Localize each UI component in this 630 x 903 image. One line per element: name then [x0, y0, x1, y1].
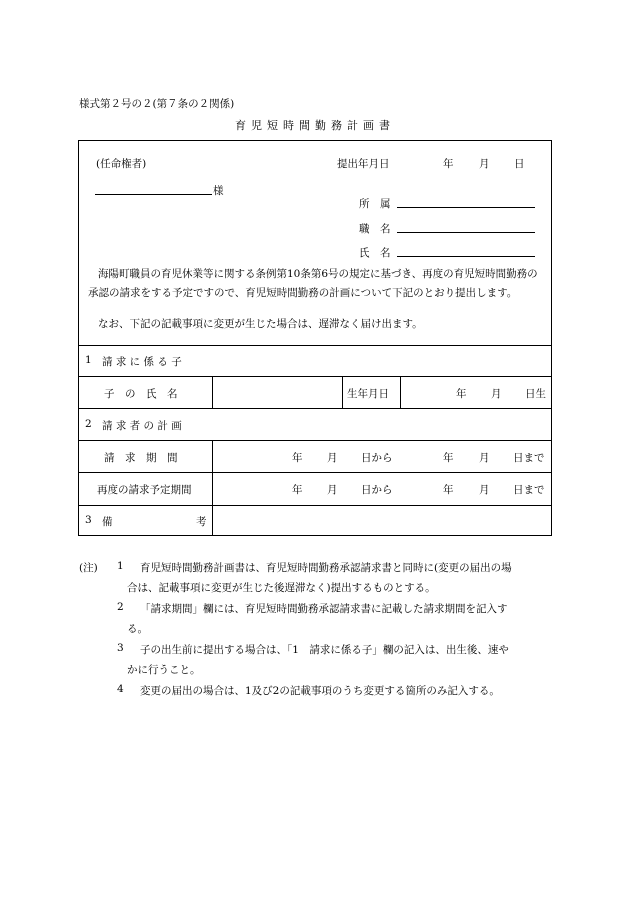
period-start-year: 年	[292, 452, 303, 464]
name-field[interactable]	[397, 246, 535, 260]
section2-number: 2	[85, 418, 92, 430]
note-4-line1: 変更の届出の場合は、1及び2の記載事項のうち変更する箇所のみ記入する。	[140, 685, 500, 697]
note-2-line2: る。	[127, 623, 148, 635]
submit-day: 日	[514, 158, 525, 170]
document-title: 育児短時間勤務計画書	[235, 119, 395, 132]
note-4-number: 4	[117, 683, 124, 695]
divider-section2	[78, 408, 552, 409]
col-divider-birth-right	[400, 376, 401, 408]
notes-prefix: (注)	[79, 562, 98, 574]
section1-title: 請 求 に 係 る 子	[102, 356, 182, 368]
note-3-line2: かに行うこと。	[127, 664, 201, 676]
period-start-month: 月	[327, 452, 338, 464]
note-3-line1: 子の出生前に提出する場合は、「1 請求に係る子」欄の記入は、出生後、速や	[140, 644, 509, 656]
position-label: 職 名	[359, 223, 391, 235]
note-1-line1: 育児短時間勤務計画書は、育児短時間勤務承認請求書と同時に(変更の届出の場	[140, 562, 512, 574]
affiliation-label: 所 属	[359, 198, 391, 210]
body-paragraph-1: 海陽町職員の育児休業等に関する条例第10条第6号の規定に基づき、再度の育児短時間勤務の承認の請求をする予定ですので、育児短時間勤務の計画について下記のとおり提出します。	[88, 268, 538, 299]
reissue-start-month: 月	[327, 484, 338, 496]
child-name-label: 子 の 氏 名	[104, 388, 178, 400]
appointer-name-field[interactable]	[95, 184, 212, 198]
child-name-field[interactable]	[214, 377, 341, 407]
note-2-line1: 「請求期間」欄には、育児短時間勤務承認請求書に記載した請求期間を記入す	[140, 603, 508, 615]
col-divider-birth-left	[342, 376, 343, 408]
sama-label: 様	[213, 185, 224, 197]
submit-year: 年	[443, 158, 454, 170]
period-end-month: 月	[479, 452, 490, 464]
form-number-label: 様式第２号の２(第７条の２関係)	[79, 98, 235, 110]
remarks-label-b: 考	[196, 516, 207, 528]
reissue-end-month: 月	[479, 484, 490, 496]
birth-year: 年	[456, 388, 467, 400]
submit-date-label: 提出年月日	[337, 158, 390, 170]
remarks-field[interactable]	[214, 506, 550, 534]
submit-month: 月	[479, 158, 490, 170]
birthdate-label: 生年月日	[347, 388, 389, 400]
request-period-label: 請 求 期 間	[104, 452, 178, 464]
name-label: 氏 名	[359, 247, 391, 259]
divider-reissue-row	[78, 472, 552, 473]
birth-day: 日生	[525, 388, 546, 400]
col-divider-child	[212, 376, 213, 408]
note-1-line2: 合は、記載事項に変更が生じた後遅滞なく)提出するものとする。	[127, 582, 436, 594]
note-1-number: 1	[117, 560, 124, 572]
appointer-label: (任命権者)	[96, 158, 147, 170]
reissue-start-from: 日から	[361, 484, 393, 496]
remarks-label-a: 備	[102, 516, 113, 528]
reissue-start-year: 年	[292, 484, 303, 496]
section1-number: 1	[85, 354, 92, 366]
period-end-until: 日まで	[513, 452, 545, 464]
note-3-number: 3	[117, 642, 124, 654]
period-start-from: 日から	[361, 452, 393, 464]
affiliation-field[interactable]	[397, 197, 535, 211]
divider-period-row	[78, 440, 552, 441]
period-end-year: 年	[443, 452, 454, 464]
section3-number: 3	[85, 514, 92, 526]
col-divider-plan	[212, 440, 213, 536]
birth-month: 月	[491, 388, 502, 400]
reissue-period-label: 再度の請求予定期間	[97, 484, 192, 496]
note-2-number: 2	[117, 601, 124, 613]
position-field[interactable]	[397, 222, 535, 236]
reissue-end-until: 日まで	[513, 484, 545, 496]
body-paragraph-2: なお、下記の記載事項に変更が生じた場合は、遅滞なく届け出ます。	[98, 318, 423, 330]
section2-title: 請 求 者 の 計 画	[102, 420, 182, 432]
reissue-end-year: 年	[443, 484, 454, 496]
divider-section1	[78, 345, 552, 346]
